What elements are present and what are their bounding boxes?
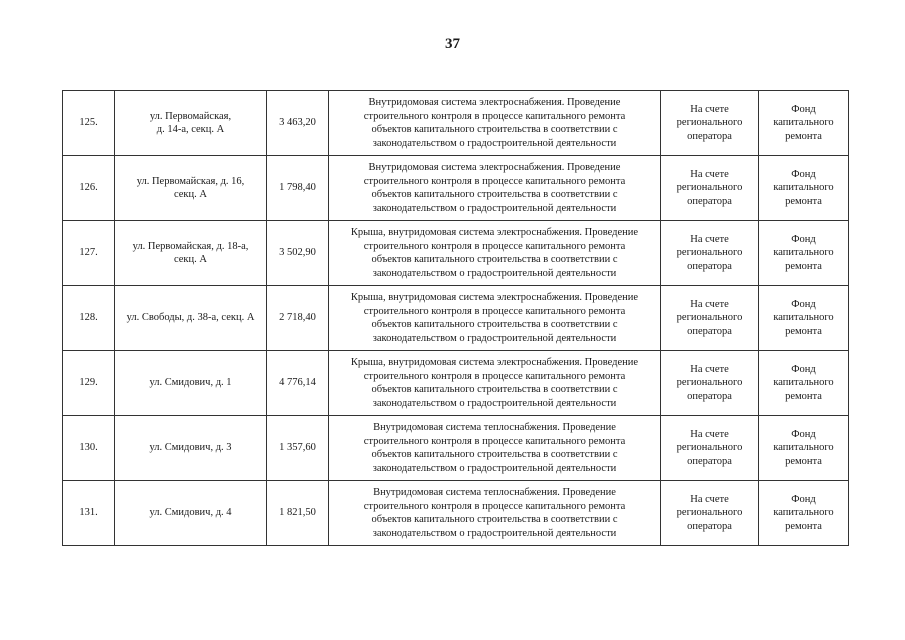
- account-cell: [661, 221, 759, 286]
- work-description-line: строительного контроля в процессе капитального ремонта: [363, 305, 626, 317]
- table-row: [63, 481, 849, 546]
- address-line: ул. Первомайская, д. 16,: [136, 175, 245, 187]
- work-description-line: Крыша, внутридомовая система электроснабжения. Проведение: [350, 357, 639, 368]
- account-line: На счете: [690, 233, 729, 245]
- work-description-line: объектов капитального строительства в соответствии с: [371, 189, 618, 200]
- row-number: 130.: [79, 442, 98, 454]
- funding-source-line: ремонта: [785, 195, 822, 207]
- funding-source-line: Фонд: [791, 493, 816, 505]
- area-cell: [267, 416, 329, 481]
- address-line: д. 14-а, секц. А: [156, 124, 225, 135]
- row-number-cell: [63, 156, 115, 221]
- row-number: 131.: [79, 507, 98, 519]
- account-cell: [661, 481, 759, 546]
- account-line: регионального: [676, 312, 743, 324]
- account-line: оператора: [687, 130, 732, 142]
- row-number: 128.: [79, 312, 98, 324]
- area-value: 3 463,20: [279, 117, 316, 129]
- row-number: 126.: [79, 182, 98, 194]
- funding-source-cell: [759, 221, 849, 286]
- account-line: На счете: [690, 428, 729, 440]
- table-body: [63, 91, 849, 546]
- funding-source-line: ремонта: [785, 520, 822, 532]
- address-line: ул. Смидович, д. 3: [149, 442, 232, 454]
- work-description-cell: [329, 286, 661, 351]
- funding-source-line: капитального: [773, 377, 834, 389]
- work-description-cell: [329, 156, 661, 221]
- account-cell: [661, 91, 759, 156]
- table-row: [63, 416, 849, 481]
- account-line: оператора: [687, 260, 732, 272]
- account-line: На счете: [690, 103, 729, 115]
- address-line: секц. А: [173, 254, 207, 265]
- account-line: оператора: [687, 455, 732, 467]
- funding-source-line: капитального: [773, 117, 834, 129]
- funding-source-line: Фонд: [791, 168, 816, 180]
- capital-repair-table: [62, 90, 849, 546]
- funding-source-line: капитального: [773, 312, 834, 324]
- address-cell: [115, 416, 267, 481]
- funding-source-cell: [759, 481, 849, 546]
- work-description-line: законодательством о градостроительной деятельности: [372, 267, 617, 279]
- funding-source-line: капитального: [773, 507, 834, 519]
- table-row: [63, 91, 849, 156]
- account-line: На счете: [690, 298, 729, 310]
- area-cell: [267, 481, 329, 546]
- account-line: регионального: [676, 442, 743, 454]
- work-description-line: строительного контроля в процессе капитального ремонта: [363, 435, 626, 447]
- funding-source-cell: [759, 351, 849, 416]
- row-number: 125.: [79, 117, 98, 129]
- address-cell: [115, 91, 267, 156]
- page-number: 37: [445, 36, 460, 52]
- work-description-line: законодательством о градостроительной деятельности: [372, 397, 617, 409]
- work-description-cell: [329, 416, 661, 481]
- work-description-line: Внутридомовая система теплоснабжения. Проведение: [373, 422, 616, 433]
- work-description-line: объектов капитального строительства в соответствии с: [371, 449, 618, 460]
- area-cell: [267, 351, 329, 416]
- area-cell: [267, 286, 329, 351]
- work-description-line: Внутридомовая система электроснабжения. Проведение: [368, 97, 621, 108]
- funding-source-cell: [759, 91, 849, 156]
- funding-source-cell: [759, 156, 849, 221]
- address-line: ул. Первомайская,: [149, 110, 232, 122]
- funding-source-line: ремонта: [785, 455, 822, 467]
- area-cell: [267, 156, 329, 221]
- address-cell: [115, 351, 267, 416]
- account-line: регионального: [676, 182, 743, 194]
- work-description-cell: [329, 351, 661, 416]
- work-description-line: строительного контроля в процессе капитального ремонта: [363, 110, 626, 122]
- work-description-cell: [329, 481, 661, 546]
- area-value: 4 776,14: [279, 377, 316, 389]
- account-line: оператора: [687, 325, 732, 337]
- funding-source-line: капитального: [773, 247, 834, 259]
- work-description-line: Внутридомовая система теплоснабжения. Проведение: [373, 487, 616, 498]
- account-line: регионального: [676, 507, 743, 519]
- funding-source-line: Фонд: [791, 233, 816, 245]
- account-line: оператора: [687, 195, 732, 207]
- account-line: На счете: [690, 168, 729, 180]
- work-description-line: законодательством о градостроительной деятельности: [372, 462, 617, 474]
- work-description-line: законодательством о градостроительной деятельности: [372, 527, 617, 539]
- area-value: 1 357,60: [279, 442, 316, 454]
- account-line: На счете: [690, 363, 729, 375]
- work-description-line: Крыша, внутридомовая система электроснабжения. Проведение: [350, 292, 639, 303]
- work-description-cell: [329, 91, 661, 156]
- table-row: [63, 221, 849, 286]
- account-line: На счете: [690, 493, 729, 505]
- account-line: регионального: [676, 247, 743, 259]
- work-description-line: Крыша, внутридомовая система электроснабжения. Проведение: [350, 227, 639, 238]
- account-line: оператора: [687, 390, 732, 402]
- funding-source-line: капитального: [773, 182, 834, 194]
- account-line: регионального: [676, 377, 743, 389]
- row-number-cell: [63, 416, 115, 481]
- work-description-line: законодательством о градостроительной деятельности: [372, 137, 617, 149]
- funding-source-line: Фонд: [791, 298, 816, 310]
- work-description-line: законодательством о градостроительной деятельности: [372, 332, 617, 344]
- area-value: 3 502,90: [279, 247, 316, 259]
- funding-source-line: ремонта: [785, 130, 822, 142]
- address-line: ул. Первомайская, д. 18-а,: [132, 240, 249, 252]
- work-description-line: строительного контроля в процессе капитального ремонта: [363, 175, 626, 187]
- funding-source-line: ремонта: [785, 325, 822, 337]
- area-cell: [267, 221, 329, 286]
- work-description-cell: [329, 221, 661, 286]
- address-cell: [115, 286, 267, 351]
- address-cell: [115, 481, 267, 546]
- area-cell: [267, 91, 329, 156]
- address-line: ул. Смидович, д. 4: [149, 507, 232, 519]
- area-value: 2 718,40: [279, 312, 316, 324]
- funding-source-line: Фонд: [791, 428, 816, 440]
- work-description-line: объектов капитального строительства в соответствии с: [371, 514, 618, 525]
- work-description-line: строительного контроля в процессе капитального ремонта: [363, 370, 626, 382]
- row-number-cell: [63, 351, 115, 416]
- funding-source-line: Фонд: [791, 103, 816, 115]
- work-description-line: строительного контроля в процессе капитального ремонта: [363, 240, 626, 252]
- row-number: 129.: [79, 377, 98, 389]
- account-line: регионального: [676, 117, 743, 129]
- work-description-line: объектов капитального строительства в соответствии с: [371, 384, 618, 395]
- address-line: ул. Свободы, д. 38-а, секц. А: [126, 312, 255, 324]
- table-row: [63, 286, 849, 351]
- row-number-cell: [63, 221, 115, 286]
- table-row: [63, 156, 849, 221]
- account-cell: [661, 156, 759, 221]
- address-line: ул. Смидович, д. 1: [149, 377, 232, 389]
- row-number: 127.: [79, 247, 98, 259]
- work-description-line: Внутридомовая система электроснабжения. Проведение: [368, 162, 621, 173]
- funding-source-line: Фонд: [791, 363, 816, 375]
- area-value: 1 798,40: [279, 182, 316, 194]
- work-description-line: объектов капитального строительства в соответствии с: [371, 254, 618, 265]
- address-cell: [115, 156, 267, 221]
- row-number-cell: [63, 91, 115, 156]
- address-cell: [115, 221, 267, 286]
- table-row: [63, 351, 849, 416]
- area-value: 1 821,50: [279, 507, 316, 519]
- work-description-line: законодательством о градостроительной деятельности: [372, 202, 617, 214]
- work-description-line: объектов капитального строительства в соответствии с: [371, 319, 618, 330]
- funding-source-cell: [759, 286, 849, 351]
- row-number-cell: [63, 286, 115, 351]
- funding-source-cell: [759, 416, 849, 481]
- funding-source-line: ремонта: [785, 260, 822, 272]
- account-cell: [661, 416, 759, 481]
- account-cell: [661, 286, 759, 351]
- funding-source-line: ремонта: [785, 390, 822, 402]
- address-line: секц. А: [173, 189, 207, 200]
- work-description-line: объектов капитального строительства в соответствии с: [371, 124, 618, 135]
- funding-source-line: капитального: [773, 442, 834, 454]
- account-cell: [661, 351, 759, 416]
- row-number-cell: [63, 481, 115, 546]
- work-description-line: строительного контроля в процессе капитального ремонта: [363, 500, 626, 512]
- account-line: оператора: [687, 520, 732, 532]
